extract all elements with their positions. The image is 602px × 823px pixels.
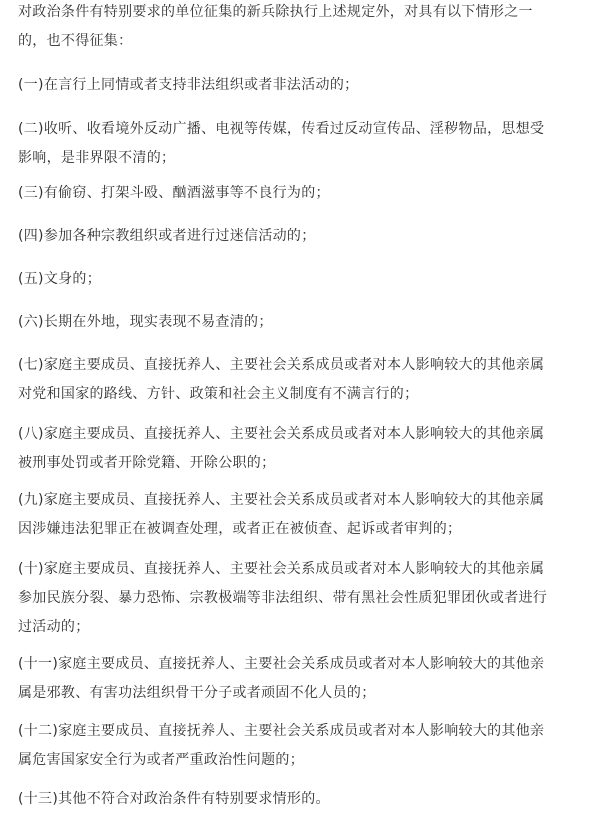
text-line: 对党和国家的路线、方针、政策和社会主义制度有不满言行的； [18,386,419,402]
item-3 [18,179,592,208]
item-8 [18,420,592,478]
text-line: 影响，是非界限不清的； [18,150,176,166]
text-line: 被刑事处罚或者开除党籍、开除公职的； [18,455,276,471]
text-line: (一)在言行上同情或者支持非法组织或者非法活动的； [18,77,359,93]
item-1 [18,71,592,100]
text-line: (四)参加各种宗教组织或者进行过迷信活动的； [18,228,316,244]
item-9 [18,486,592,544]
item-10 [18,555,592,642]
text-line: 对政治条件有特别要求的单位征集的新兵除执行上述规定外，对具有以下情形之一 [18,4,533,20]
text-line: (五)文身的； [18,271,102,287]
item-6 [18,308,592,337]
item-11 [18,650,592,708]
intro-paragraph [18,0,592,56]
text-line: 属危害国家安全行为或者严重政治性问题的； [18,752,304,768]
text-line: (十)家庭主要成员、直接抚养人、主要社会关系成员或者对本人影响较大的其他亲属 [18,561,545,577]
item-13 [18,785,592,814]
text-line: 的，也不得征集： [18,33,133,49]
text-line: 属是邪教、有害功法组织骨干分子或者顽固不化人员的； [18,685,376,701]
text-line: (六)长期在外地，现实表现不易查清的； [18,314,273,330]
text-line: (七)家庭主要成员、直接抚养人、主要社会关系成员或者对本人影响较大的其他亲属 [18,357,545,373]
item-5 [18,265,592,294]
text-line: 过活动的； [18,619,90,635]
item-7 [18,351,592,409]
text-line: (八)家庭主要成员、直接抚养人、主要社会关系成员或者对本人影响较大的其他亲属 [18,426,545,442]
text-line: (三)有偷窃、打架斗殴、酗酒滋事等不良行为的； [18,185,330,201]
text-line: (十三)其他不符合对政治条件有特别要求情形的。 [18,791,330,807]
text-line: (二)收听、收看境外反动广播、电视等传媒，传看过反动宣传品、淫秽物品，思想受 [18,121,545,137]
text-line: (九)家庭主要成员、直接抚养人、主要社会关系成员或者对本人影响较大的其他亲属 [18,492,545,508]
text-line: (十二)家庭主要成员、直接抚养人、主要社会关系成员或者对本人影响较大的其他亲 [18,723,545,739]
text-line: 参加民族分裂、暴力恐怖、宗教极端等非法组织、带有黑社会性质犯罪团伙或者进行 [18,590,548,606]
text-line: (十一)家庭主要成员、直接抚养人、主要社会关系成员或者对本人影响较大的其他亲 [18,656,545,672]
item-4 [18,222,592,251]
item-2 [18,115,592,173]
item-12 [18,717,592,775]
text-line: 因涉嫌违法犯罪正在被调查处理，或者正在被侦查、起诉或者审判的； [18,521,462,537]
